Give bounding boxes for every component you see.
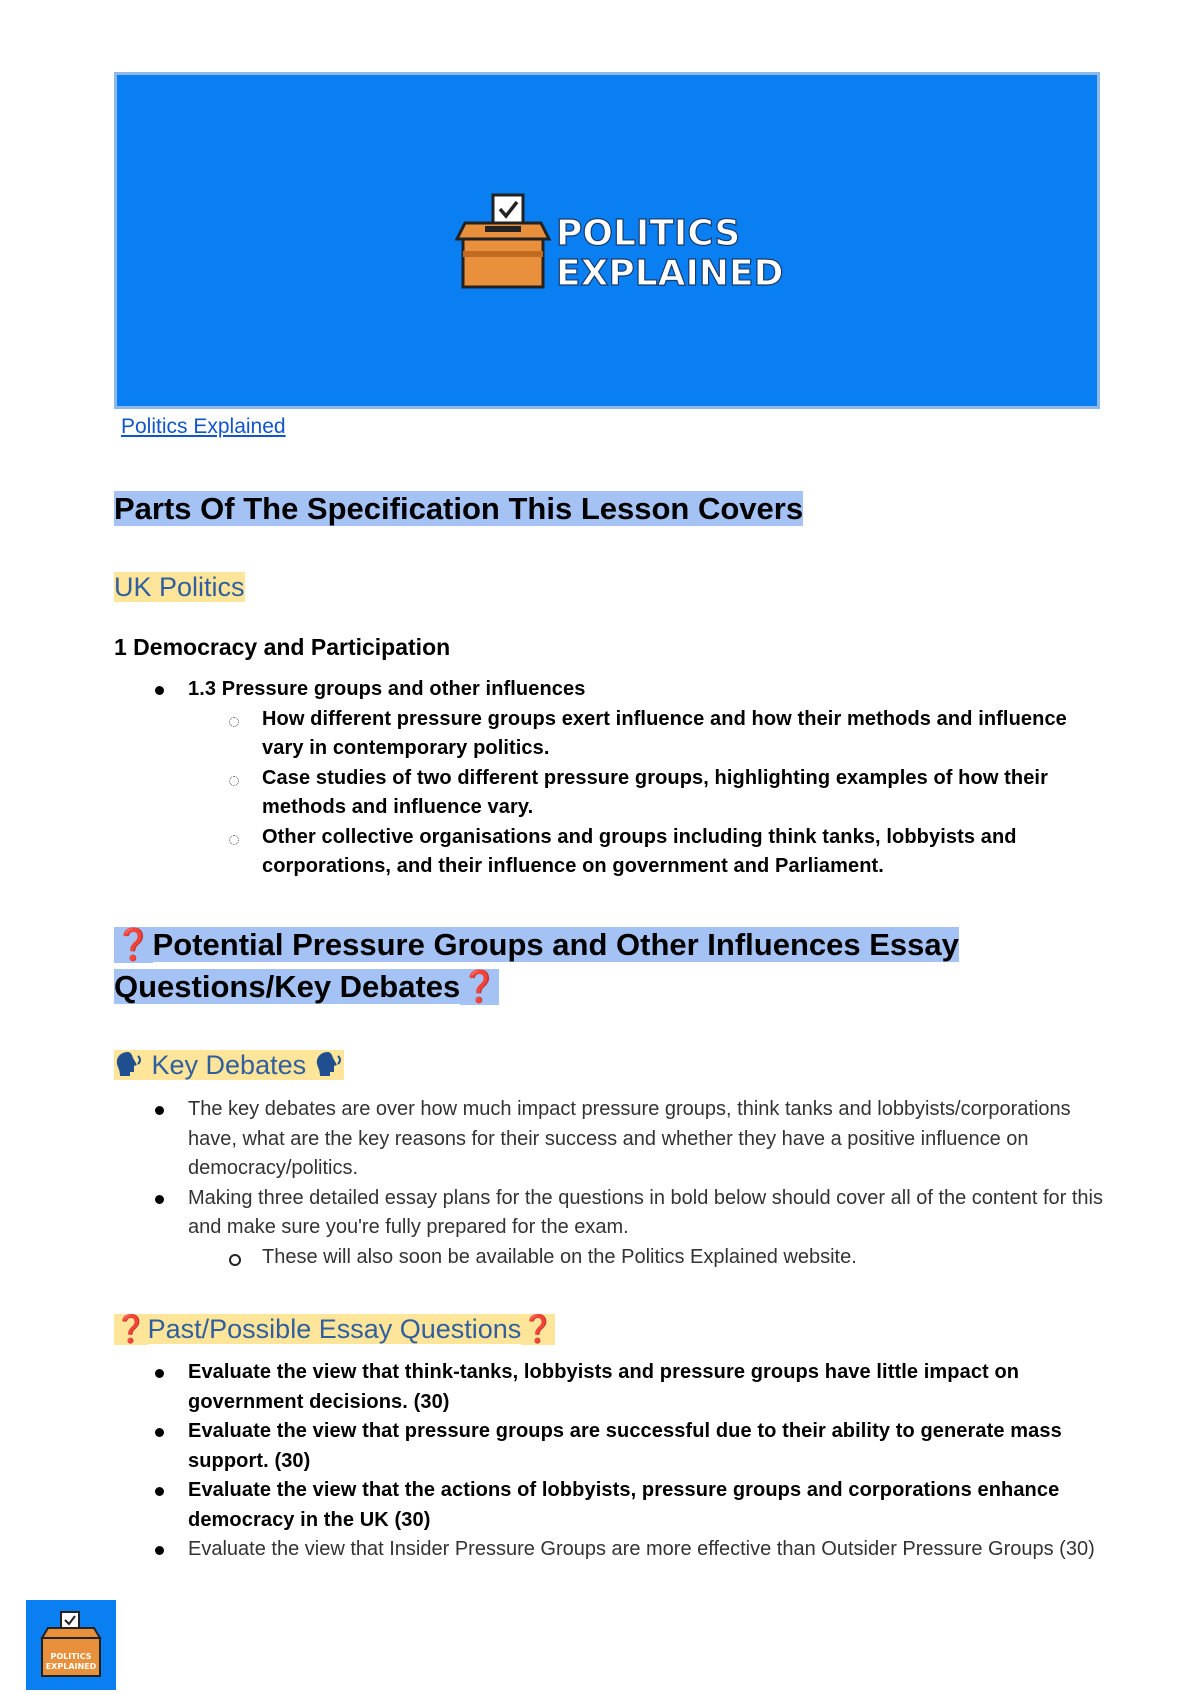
logo-text-line2: EXPLAINED	[556, 253, 784, 289]
question-mark-icon: ❓	[521, 1314, 555, 1345]
question-mark-icon: ❓	[114, 927, 153, 963]
list-item: How different pressure groups exert influence and how their methods and influence vary in contemporary politics.	[114, 705, 1104, 764]
uk-politics-heading	[114, 569, 245, 605]
speaking-head-icon	[314, 1050, 344, 1078]
list-item: Evaluate the view that the actions of lobbyists, pressure groups and corporations enhance democracy in the UK (30)	[114, 1476, 1104, 1535]
politics-explained-link[interactable]: Politics Explained	[121, 415, 286, 438]
debates-list	[114, 1095, 1104, 1272]
list-item: Case studies of two different pressure groups, highlighting examples of how their methods and influence vary.	[114, 764, 1104, 823]
list-item: These will also soon be available on the Politics Explained website.	[114, 1243, 1104, 1273]
essay-questions-heading	[114, 1311, 555, 1348]
footer-logo	[26, 1600, 116, 1690]
essay-heading	[114, 924, 1104, 1008]
list-item: Evaluate the view that think-tanks, lobbyists and pressure groups have little impact on government decisions. (30)	[114, 1358, 1104, 1417]
spec-list	[114, 675, 1104, 882]
list-item: The key debates are over how much impact pressure groups, think tanks and lobbyists/corporations have, what are the key reasons for their success and whether they have a positive influence on democracy/politics.	[114, 1095, 1104, 1184]
footer-logo-line1: POLITICS	[50, 1652, 92, 1661]
essay-questions-text: Past/Possible Essay Questions	[147, 1314, 522, 1344]
politics-explained-logo	[455, 193, 785, 289]
list-item: Evaluate the view that Insider Pressure Groups are more effective than Outsider Pressure Groups (30)	[114, 1535, 1104, 1565]
uk-politics-text: UK Politics	[114, 572, 245, 602]
list-item: 1.3 Pressure groups and other influences	[114, 675, 1104, 705]
key-debates-text: Key Debates	[151, 1050, 307, 1080]
footer-logo-line2: EXPLAINED	[45, 1662, 97, 1671]
speaking-head-icon	[114, 1050, 144, 1078]
list-item: Evaluate the view that pressure groups are successful due to their ability to generate mass support. (30)	[114, 1417, 1104, 1476]
list-item: Making three detailed essay plans for the questions in bold below should cover all of the content for this and make sure you're fully prepared for the exam.	[114, 1184, 1104, 1243]
ballot-box-icon	[26, 1600, 116, 1690]
list-item: Other collective organisations and groups including think tanks, lobbyists and corporations, and their influence on government and Parliament.	[114, 823, 1104, 882]
ballot-box-icon	[455, 193, 785, 289]
essay-questions-list	[114, 1358, 1104, 1565]
key-debates-heading	[114, 1047, 344, 1083]
spec-heading	[114, 488, 803, 530]
header-banner	[114, 72, 1100, 409]
essay-heading-line1: Potential Pressure Groups and Other Influences Essay	[152, 927, 959, 962]
section-title: 1 Democracy and Participation	[114, 634, 451, 660]
spec-heading-text: Parts Of The Specification This Lesson Covers	[114, 491, 804, 526]
essay-heading-line2: Questions/Key Debates	[114, 969, 461, 1004]
logo-text-line1: POLITICS	[556, 213, 741, 254]
question-mark-icon: ❓	[114, 1314, 148, 1345]
question-mark-icon: ❓	[460, 969, 499, 1005]
